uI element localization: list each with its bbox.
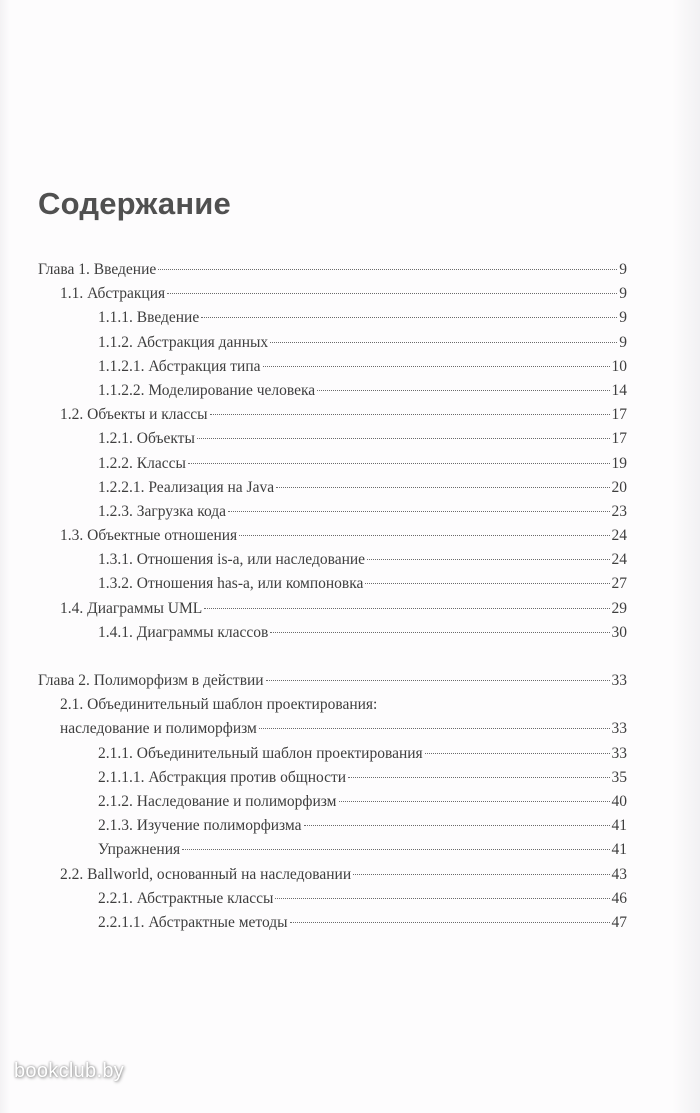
toc-entry[interactable] <box>38 838 627 862</box>
toc-entry[interactable] <box>38 379 627 403</box>
dot-leader <box>367 559 609 560</box>
toc-entry-label: 1.1.2.1. Абстракция типа <box>98 357 261 375</box>
toc-entry[interactable] <box>38 306 627 330</box>
toc-entry[interactable] <box>38 452 627 476</box>
dot-leader <box>210 414 610 415</box>
toc-entry[interactable] <box>38 427 627 451</box>
toc-page-number: 9 <box>619 261 627 278</box>
dot-leader <box>259 728 610 729</box>
toc-entry-label: 1.1. Абстракция <box>60 285 166 303</box>
dot-leader <box>204 608 609 609</box>
page-edge-left <box>0 0 10 1113</box>
toc-entry-label: наследование и полиморфизм <box>60 720 257 738</box>
toc-entry-label: 1.1.2.2. Моделирование человека <box>98 381 316 399</box>
toc-entry[interactable] <box>38 500 627 524</box>
toc-entry-label: 2.1.2. Наследование и полиморфизм <box>98 792 337 810</box>
toc-entry-label: 1.2.2. Классы <box>98 454 186 472</box>
toc-page-number: 40 <box>611 792 627 810</box>
dot-leader <box>266 680 610 681</box>
toc-entry-label: 1.3.1. Отношения is-a, или наследование <box>98 551 366 569</box>
toc-page-number: 9 <box>619 309 627 327</box>
toc-entry[interactable] <box>38 693 627 717</box>
toc-entry-label: 1.4.1. Диаграммы классов <box>98 623 269 641</box>
toc-page-number: 9 <box>619 285 627 303</box>
toc-entry[interactable] <box>38 717 627 741</box>
toc-page-number: 47 <box>611 913 627 931</box>
toc-entry[interactable] <box>38 282 627 306</box>
toc-entry[interactable] <box>38 814 627 838</box>
dot-leader <box>197 438 610 439</box>
toc-entry-label: 2.1.1. Объединительный шаблон проектирования <box>98 744 423 762</box>
toc-entry-label: 2.2.1. Абстрактные классы <box>98 889 274 907</box>
dot-leader <box>275 898 609 899</box>
toc-page-number: 17 <box>611 406 627 424</box>
page-edge-right <box>672 0 700 1113</box>
toc-page-number: 24 <box>611 527 627 545</box>
dot-leader <box>263 366 610 367</box>
toc-page-number: 17 <box>611 430 627 448</box>
toc-entry[interactable] <box>38 597 627 621</box>
toc-entry[interactable] <box>38 403 627 427</box>
toc-entry[interactable] <box>38 790 627 814</box>
dot-leader <box>339 801 610 802</box>
toc-page-number: 14 <box>611 381 627 399</box>
toc-entry-label: 2.1.1.1. Абстракция против общности <box>98 768 347 786</box>
toc-page-number: 33 <box>611 720 627 738</box>
toc-entry-label: Упражнения <box>98 841 181 859</box>
toc-entry-label: 2.2. Ballworld, основанный на наследовании <box>60 865 352 883</box>
toc-page-number: 19 <box>611 454 627 472</box>
toc-page-number: 29 <box>611 599 627 617</box>
toc-chapter-entry[interactable] <box>38 669 627 693</box>
dot-leader <box>276 487 609 488</box>
toc-page-number: 20 <box>611 478 627 496</box>
toc-entry[interactable] <box>38 863 627 887</box>
toc-entry[interactable] <box>38 548 627 572</box>
toc-entry-label: 2.2.1.1. Абстрактные методы <box>98 913 288 931</box>
dot-leader <box>228 511 609 512</box>
toc-page-number: 27 <box>611 575 627 593</box>
toc-entry-label: Глава 1. Введение <box>38 261 157 278</box>
dot-leader <box>188 463 610 464</box>
toc-page-number: 41 <box>611 817 627 835</box>
toc-entry[interactable] <box>38 766 627 790</box>
toc-page-number: 10 <box>611 357 627 375</box>
toc-entry-label: 1.4. Диаграммы UML <box>60 599 203 617</box>
toc-page-number: 33 <box>611 744 627 762</box>
toc-entry[interactable] <box>38 621 627 645</box>
dot-leader <box>182 849 609 850</box>
toc-entry-label: 2.1.3. Изучение полиморфизма <box>98 817 302 835</box>
dot-leader <box>425 753 610 754</box>
toc-entry-label: 1.3. Объектные отношения <box>60 527 238 545</box>
toc-entry-label: 1.2. Объекты и классы <box>60 406 208 424</box>
toc-entry[interactable] <box>38 355 627 379</box>
dot-leader <box>270 632 609 633</box>
toc-chapter-entry[interactable] <box>38 258 627 282</box>
dot-leader <box>365 583 609 584</box>
dot-leader <box>270 342 617 343</box>
dot-leader <box>353 874 609 875</box>
toc-page-number: 35 <box>611 768 627 786</box>
toc-page-number: 41 <box>611 841 627 859</box>
toc-page-number: 30 <box>611 623 627 641</box>
toc-entry-label: 1.3.2. Отношения has-a, или компоновка <box>98 575 364 593</box>
page-title: Содержание <box>38 186 231 221</box>
toc-entry[interactable] <box>38 887 627 911</box>
dot-leader <box>201 317 617 318</box>
toc-entry-label: 1.2.2.1. Реализация на Java <box>98 478 275 496</box>
table-of-contents <box>38 258 627 935</box>
toc-entry-label: 1.2.3. Загрузка кода <box>98 502 227 520</box>
toc-page-number: 46 <box>611 889 627 907</box>
toc-entry[interactable] <box>38 572 627 596</box>
toc-entry-label: 2.1. Объединительный шаблон проектирования: <box>60 696 378 714</box>
toc-page-number: 43 <box>611 865 627 883</box>
dot-leader <box>348 777 609 778</box>
toc-entry[interactable] <box>38 911 627 935</box>
toc-page-number: 24 <box>611 551 627 569</box>
toc-entry[interactable] <box>38 524 627 548</box>
toc-entry-label: 1.2.1. Объекты <box>98 430 195 448</box>
watermark-logo: bookclub.by <box>14 1060 125 1082</box>
toc-entry[interactable] <box>38 331 627 355</box>
dot-leader <box>317 390 609 391</box>
dot-leader <box>304 825 610 826</box>
toc-entry-label: 1.1.1. Введение <box>98 309 200 327</box>
dot-leader <box>239 535 609 536</box>
toc-page-number: 33 <box>611 672 627 689</box>
toc-page-number: 9 <box>619 333 627 351</box>
dot-leader <box>158 269 617 270</box>
toc-entry-label: Глава 2. Полиморфизм в действии <box>38 672 264 689</box>
toc-entry-label: 1.1.2. Абстракция данных <box>98 333 269 351</box>
toc-entry[interactable] <box>38 742 627 766</box>
dot-leader <box>290 922 610 923</box>
toc-page-number: 23 <box>611 502 627 520</box>
toc-entry[interactable] <box>38 476 627 500</box>
dot-leader <box>167 293 617 294</box>
